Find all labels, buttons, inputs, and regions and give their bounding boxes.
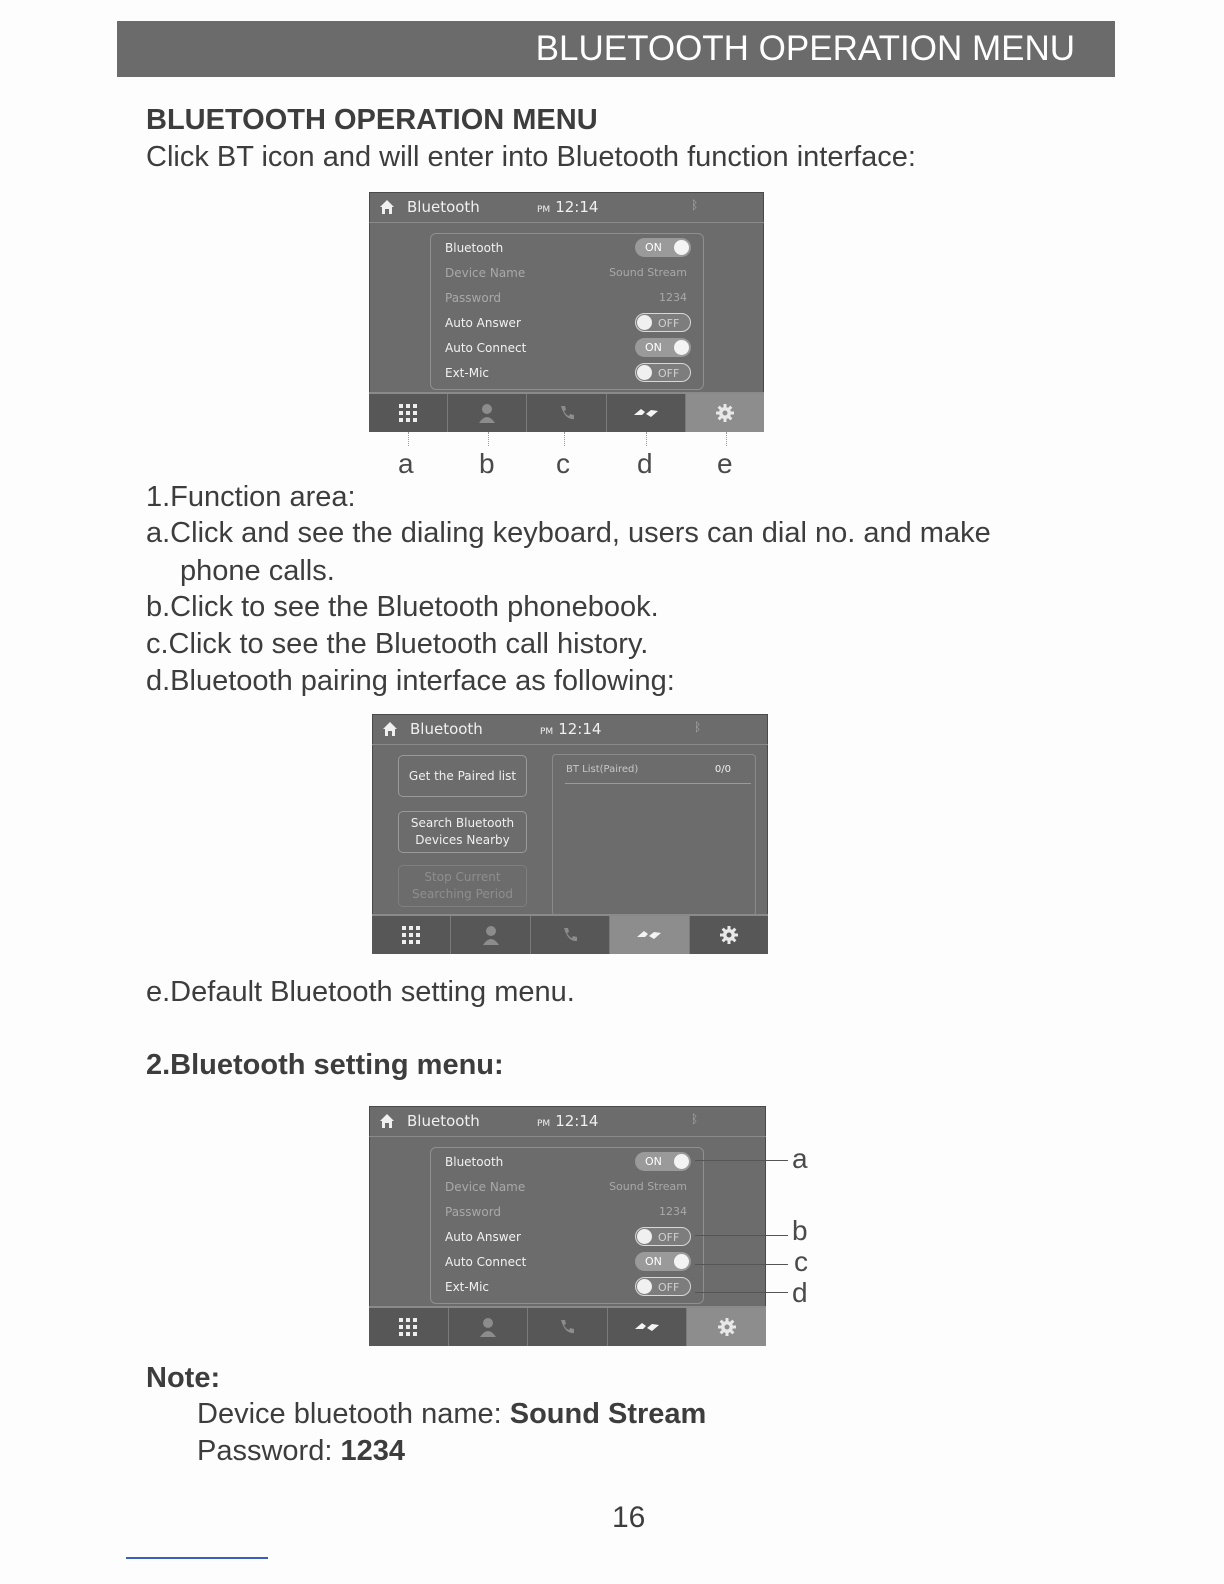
setting-row-auto-connect <box>445 338 691 358</box>
callout-leader <box>564 432 565 446</box>
bluetooth-pairing-button[interactable] <box>608 1308 688 1346</box>
function-bar <box>369 392 764 432</box>
call-history-icon <box>560 925 580 945</box>
contact-icon <box>479 1317 497 1337</box>
dial-keypad-button[interactable] <box>369 1308 449 1346</box>
home-icon[interactable] <box>379 199 395 215</box>
home-icon[interactable] <box>382 721 398 737</box>
setting-label: Ext-Mic <box>445 366 490 380</box>
auto-connect-toggle[interactable]: ON <box>635 1252 691 1271</box>
function-b-text: b.Click to see the Bluetooth phonebook. <box>146 591 659 623</box>
auto-connect-toggle[interactable]: ON <box>635 338 691 357</box>
callout-label-c: c <box>794 1246 808 1277</box>
settings-button[interactable] <box>690 916 768 954</box>
status-bar <box>369 1106 766 1137</box>
note-device-name: Device bluetooth name: Sound Stream <box>197 1398 707 1430</box>
callout-leader <box>726 432 727 446</box>
gear-icon <box>715 403 735 423</box>
bluetooth-icon: ᛒ <box>691 1112 699 1126</box>
phonebook-button[interactable] <box>451 916 530 954</box>
setting-row-device-name <box>445 1177 691 1197</box>
function-bar <box>372 914 768 954</box>
setting-label: Bluetooth <box>445 1155 504 1169</box>
keypad-icon <box>399 1318 417 1336</box>
screen-title: Bluetooth <box>410 720 483 738</box>
gear-icon <box>719 925 739 945</box>
gear-icon <box>717 1317 737 1337</box>
ext-mic-toggle[interactable]: OFF <box>635 1277 691 1296</box>
callout-label-d: d <box>637 448 653 479</box>
keypad-icon <box>402 926 420 944</box>
bluetooth-toggle[interactable]: ON <box>635 1152 691 1171</box>
callout-label-b: b <box>479 448 495 479</box>
clock: PM 12:14 <box>540 720 602 738</box>
device-name-value: Sound Stream <box>609 1180 687 1193</box>
setting-row-ext-mic <box>445 1277 691 1297</box>
intro-text: Click BT icon and will enter into Bluetooth function interface: <box>146 141 916 173</box>
setting-row-auto-answer <box>445 1227 691 1247</box>
function-e-text: e.Default Bluetooth setting menu. <box>146 976 575 1008</box>
bluetooth-icon: ᛒ <box>694 720 702 734</box>
bluetooth-pairing-button[interactable] <box>610 916 689 954</box>
contact-icon <box>482 925 500 945</box>
setting-label: Device Name <box>445 1180 526 1194</box>
setting-label: Password <box>445 1205 502 1219</box>
clock: PM 12:14 <box>537 198 599 216</box>
divider <box>565 783 751 784</box>
setting-row-password <box>445 1202 691 1222</box>
callout-leader <box>408 432 409 446</box>
note-password: Password: 1234 <box>197 1435 405 1467</box>
bluetooth-main-screen <box>369 192 764 432</box>
callout-leader <box>695 1264 788 1265</box>
paired-list-count: 0/0 <box>714 764 731 775</box>
function-bar <box>369 1306 766 1346</box>
bluetooth-pairing-button[interactable] <box>607 394 686 432</box>
get-paired-list-button[interactable]: Get the Paired list <box>398 755 527 797</box>
settings-button[interactable] <box>686 394 764 432</box>
note-heading: Note: <box>146 1362 221 1394</box>
paired-list-title: BT List(Paired) <box>566 764 639 775</box>
bluetooth-settings-screen <box>369 1106 766 1346</box>
search-devices-button[interactable]: Search Bluetooth Devices Nearby <box>398 811 527 853</box>
callout-label-b: b <box>792 1215 808 1246</box>
callout-leader <box>695 1235 788 1236</box>
home-icon[interactable] <box>379 1113 395 1129</box>
function-d-text: d.Bluetooth pairing interface as following: <box>146 665 675 697</box>
paired-list-panel <box>552 754 756 916</box>
bluetooth-toggle[interactable]: ON <box>635 238 691 257</box>
settings-panel <box>430 1147 704 1304</box>
bluetooth-pairing-screen <box>372 714 768 954</box>
callout-label-d: d <box>792 1277 808 1308</box>
setting-row-device-name <box>445 263 691 283</box>
settings-button[interactable] <box>687 1308 766 1346</box>
stop-searching-button[interactable]: Stop Current Searching Period <box>398 865 527 907</box>
password-value: 1234 <box>659 291 687 304</box>
setting-row-bluetooth <box>445 238 691 258</box>
setting-row-bluetooth <box>445 1152 691 1172</box>
phonebook-button[interactable] <box>448 394 527 432</box>
setting-label: Auto Answer <box>445 1230 521 1244</box>
function-c-text: c.Click to see the Bluetooth call history. <box>146 628 649 660</box>
auto-answer-toggle[interactable]: OFF <box>635 1227 691 1246</box>
setting-row-auto-answer <box>445 313 691 333</box>
setting-label: Password <box>445 291 502 305</box>
callout-label-a: a <box>792 1143 808 1174</box>
setting-row-ext-mic <box>445 363 691 383</box>
call-history-button[interactable] <box>531 916 610 954</box>
section-heading: BLUETOOTH OPERATION MENU <box>146 104 598 136</box>
setting-menu-heading: 2.Bluetooth setting menu: <box>146 1049 504 1081</box>
callout-leader <box>695 1292 788 1293</box>
auto-answer-toggle[interactable]: OFF <box>635 313 691 332</box>
setting-label: Ext-Mic <box>445 1280 490 1294</box>
call-history-button[interactable] <box>527 394 606 432</box>
function-area-title: 1.Function area: <box>146 481 356 513</box>
setting-label: Auto Answer <box>445 316 521 330</box>
pairing-icon <box>633 1320 661 1334</box>
dial-keypad-button[interactable] <box>372 916 451 954</box>
callout-label-c: c <box>556 448 570 479</box>
page-number: 16 <box>612 1501 646 1534</box>
status-bar <box>372 714 768 745</box>
callout-leader <box>646 432 647 446</box>
status-bar <box>369 192 764 223</box>
bluetooth-icon: ᛒ <box>691 198 699 212</box>
keypad-icon <box>399 404 417 422</box>
contact-icon <box>478 403 496 423</box>
callout-leader <box>695 1160 788 1161</box>
clock: PM 12:14 <box>537 1112 599 1130</box>
device-name-value: Sound Stream <box>609 266 687 279</box>
screen-title: Bluetooth <box>407 1112 480 1130</box>
callout-label-a: a <box>398 448 414 479</box>
setting-label: Bluetooth <box>445 241 504 255</box>
dial-keypad-button[interactable] <box>369 394 448 432</box>
setting-row-password <box>445 288 691 308</box>
call-history-icon <box>557 1317 577 1337</box>
phonebook-button[interactable] <box>449 1308 529 1346</box>
page-banner: BLUETOOTH OPERATION MENU <box>117 21 1115 77</box>
callout-label-e: e <box>717 448 733 479</box>
pairing-icon <box>635 928 663 942</box>
callout-leader <box>488 432 489 446</box>
setting-row-auto-connect <box>445 1252 691 1272</box>
setting-label: Auto Connect <box>445 1255 527 1269</box>
screen-title: Bluetooth <box>407 198 480 216</box>
setting-label: Device Name <box>445 266 526 280</box>
footer-rule <box>126 1557 268 1559</box>
settings-panel <box>430 233 704 390</box>
pairing-icon <box>632 406 660 420</box>
call-history-icon <box>557 403 577 423</box>
setting-label: Auto Connect <box>445 341 527 355</box>
ext-mic-toggle[interactable]: OFF <box>635 363 691 382</box>
password-value: 1234 <box>659 1205 687 1218</box>
call-history-button[interactable] <box>528 1308 608 1346</box>
function-a-text: a.Click and see the dialing keyboard, users can dial no. and make <box>146 517 991 549</box>
function-a-text-cont: phone calls. <box>180 555 335 587</box>
